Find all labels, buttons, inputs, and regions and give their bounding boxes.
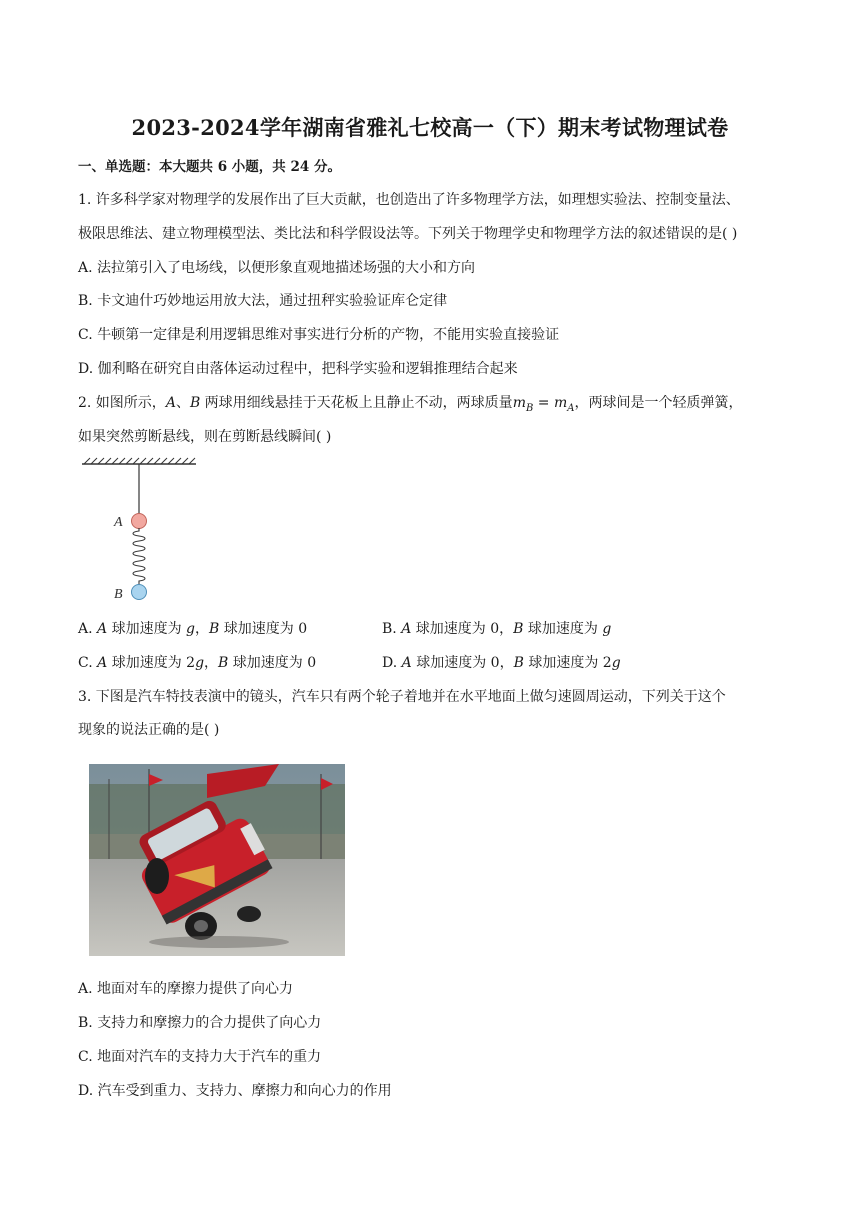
q2-stem-line2: 如果突然剪断悬线，则在剪断悬线瞬间( ) xyxy=(78,429,332,445)
q2-option-a[interactable]: A. A 球加速度为 g，B 球加速度为 0 xyxy=(78,621,308,637)
q3-option-b[interactable]: B. 支持力和摩擦力的合力提供了向心力 xyxy=(78,1015,322,1031)
q2-option-c[interactable]: C. A 球加速度为 2g，B 球加速度为 0 xyxy=(78,655,317,671)
q3-option-d[interactable]: D. 汽车受到重力、支持力、摩擦力和向心力的作用 xyxy=(78,1083,392,1099)
q2-stem-line1: 2. 如图所示，A、B 两球用细线悬挂于天花板上且静止不动，两球质量$m_B = m_A$，两球间是一个轻质弹簧， xyxy=(78,395,743,414)
q1-stem-line2: 极限思维法、建立物理模型法、类比法和科学假设法等。下列关于物理学史和物理学方法的叙述错误的是( ) xyxy=(78,226,738,242)
label-a: A xyxy=(114,515,123,530)
section-heading: 一、单选题：本大题共 6 小题，共 24 分。 xyxy=(78,159,341,175)
q2-option-b[interactable]: B. A 球加速度为 0，B 球加速度为 g xyxy=(382,621,612,637)
q1-option-c[interactable]: C. 牛顿第一定律是利用逻辑思维对事实进行分析的产物，不能用实验直接验证 xyxy=(78,327,560,343)
spring-ball-figure xyxy=(78,456,208,606)
q3-stem-line1: 3. 下图是汽车特技表演中的镜头，汽车只有两个轮子着地并在水平地面上做匀速圆周运动，下列关于这个 xyxy=(78,689,726,705)
q2-option-d[interactable]: D. A 球加速度为 0，B 球加速度为 2g xyxy=(382,655,621,671)
car-stunt-photo xyxy=(89,764,345,956)
q1-stem-line1: 1. 许多科学家对物理学的发展作出了巨大贡献，也创造出了许多物理学方法，如理想实验法、控制变量法、 xyxy=(78,192,740,208)
q3-option-c[interactable]: C. 地面对汽车的支持力大于汽车的重力 xyxy=(78,1049,322,1065)
exam-title: 2023-2024学年湖南省雅礼七校高一（下）期末考试物理试卷 xyxy=(131,115,729,140)
q1-option-b[interactable]: B. 卡文迪什巧妙地运用放大法，通过扭秤实验验证库仑定律 xyxy=(78,293,448,309)
ball-b xyxy=(132,585,147,600)
q1-option-a[interactable]: A. 法拉第引入了电场线，以便形象直观地描述场强的大小和方向 xyxy=(78,260,476,276)
q3-option-a[interactable]: A. 地面对车的摩擦力提供了向心力 xyxy=(78,981,294,997)
label-b: B xyxy=(114,587,123,602)
q3-stem-line2: 现象的说法正确的是( ) xyxy=(78,722,220,738)
ceiling xyxy=(82,458,196,464)
q1-option-d[interactable]: D. 伽利略在研究自由落体运动过程中，把科学实验和逻辑推理结合起来 xyxy=(78,361,518,377)
ball-a xyxy=(132,514,147,529)
spring xyxy=(133,528,145,585)
